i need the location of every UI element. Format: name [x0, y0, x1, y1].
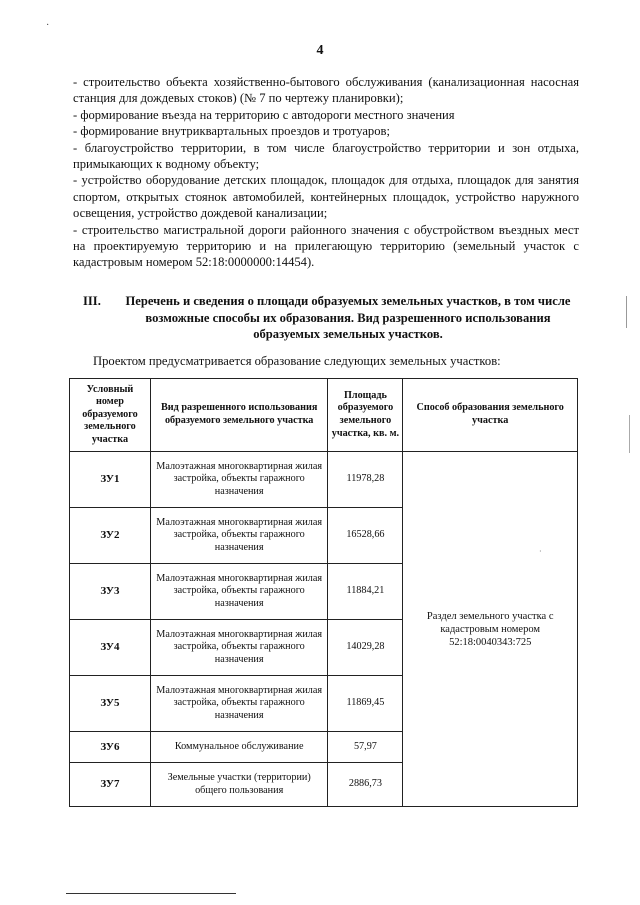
plot-id: ЗУ6 [70, 732, 151, 763]
plot-id: ЗУ1 [70, 452, 151, 508]
plot-area: 14029,28 [328, 620, 403, 676]
plot-area: 11978,28 [328, 452, 403, 508]
land-plots-table [69, 378, 578, 807]
plot-use: Малоэтажная многоквартирная жилая застройка, объекты гаражного назначения [150, 508, 328, 564]
plot-use: Малоэтажная многоквартирная жилая застройка, объекты гаражного назначения [150, 676, 328, 732]
plot-id: ЗУ3 [70, 564, 151, 620]
plot-id: ЗУ4 [70, 620, 151, 676]
plot-use: Земельные участки (территории) общего пользования [150, 763, 328, 807]
plot-area: 57,97 [328, 732, 403, 763]
stray-dot: · [539, 547, 542, 556]
plot-use: Малоэтажная многоквартирная жилая застройка, объекты гаражного назначения [150, 620, 328, 676]
plot-area: 11869,45 [328, 676, 403, 732]
paragraph-item: - формирование внутриквартальных проездов и тротуаров; [73, 124, 390, 139]
plot-use: Коммунальное обслуживание [150, 732, 328, 763]
header-id: Условный номер образуемого земельного участка [70, 379, 151, 452]
plot-area: 11884,21 [328, 564, 403, 620]
paragraph-item: - формирование въезда на территорию с автодороги местного значения [73, 107, 455, 122]
stray-mark: · [46, 20, 50, 31]
intro-text: Проектом предусматривается образование следующих земельных участков: [93, 354, 501, 368]
paragraph-item: - благоустройство территории, в том числе благоустройство территории и зон отдыха, примыкающих к водному объекту; [73, 140, 579, 172]
section-heading [73, 293, 579, 343]
section-number: III. [83, 294, 101, 308]
paragraph-item: - устройство оборудование детских площадок, площадок для отдыха, площадок для занятия спортом, открытых стоянок автомобилей, контейнерных площадок, устройство наружного освещения, устройство дождевой канализации; [73, 173, 579, 221]
section-title: Перечень и сведения о площади образуемых земельных участков, в том числе возможные способы их образования. Вид разрешенного использования образуемых земельных участков. [125, 294, 571, 341]
table-row [70, 452, 578, 508]
plot-method: Раздел земельного участка с кадастровым номером 52:18:0040343:725 [403, 452, 578, 807]
table-header-row [70, 379, 578, 452]
plot-area: 2886,73 [328, 763, 403, 807]
paragraph-item: - строительство магистральной дороги районного значения с обустройством въездных мест на проектируемую территорию и на прилегающую территорию (земельный участок с кадастровым номером 52:18:0000000:14454). [73, 222, 579, 270]
header-method: Способ образования земельного участка [403, 379, 578, 452]
paragraph-item: - строительство объекта хозяйственно-бытового обслуживания (канализационная насосная станция для дождевых стоков) (№ 7 по чертежу планировки); [73, 75, 579, 106]
plot-id: ЗУ2 [70, 508, 151, 564]
header-use: Вид разрешенного использования образуемого земельного участка [150, 379, 328, 452]
body-paragraphs [73, 74, 579, 271]
scan-edge-mark [626, 296, 627, 328]
plot-use: Малоэтажная многоквартирная жилая застройка, объекты гаражного назначения [150, 452, 328, 508]
plot-use: Малоэтажная многоквартирная жилая застройка, объекты гаражного назначения [150, 564, 328, 620]
scan-edge-mark [629, 415, 630, 453]
plot-id: ЗУ7 [70, 763, 151, 807]
header-area: Площадь образуемого земельного участка, кв. м. [328, 379, 403, 452]
footer-divider [66, 893, 236, 894]
plot-id: ЗУ5 [70, 676, 151, 732]
plot-area: 16528,66 [328, 508, 403, 564]
page-number: 4 [316, 43, 324, 58]
